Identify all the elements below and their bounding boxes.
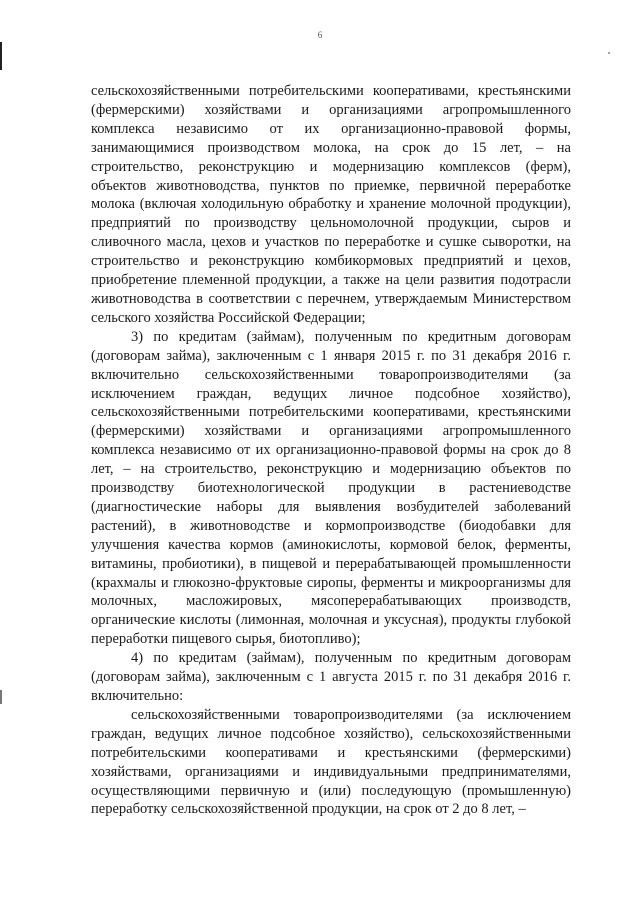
- paragraph-2: 3) по кредитам (займам), полученным по кредитным договорам (договорам займа), заключенным с 1 января 2015 г. по 31 декабря 2016 г. включительно сельскохозяйственными товаропроизводителями (за исключением граждан, ведущих личное подсобное хозяйство), сельскохозяйственными потребительскими кооперативами, крестьянскими (фермерскими) хозяйствами и организациями агропромышленного комплекса независимо от их организационно-правовой формы на срок до 8 лет, – на строительство, реконструкцию и модернизацию объектов по производству биотехнологической продукции в растениеводстве (диагностические наборы для выявления возбудителей заболеваний растений), в животноводстве и кормопроизводстве (биодобавки для улучшения качества кормов (аминокислоты, кормовой белок, ферменты, витамины, пробиотики), в пищевой и перерабатывающей промышленности (крахмалы и глюкозно-фруктовые сиропы, ферменты и микроорганизмы для молочных, масложировых, мясоперерабатывающих производств, органические кислоты (лимонная, молочная и уксусная), продукты глубокой переработки пищевого сырья, биотопливо);: [91, 328, 571, 648]
- page-number: 6: [317, 30, 323, 40]
- scan-edge-mark-bottom: [0, 690, 2, 704]
- document-body: [91, 82, 571, 819]
- paragraph-1: сельскохозяйственными потребительскими кооперативами, крестьянскими (фермерскими) хозяйствами и организациями агропромышленного комплекса независимо от их организационно-правовой формы, занимающимися производством молока, на срок до 15 лет, – на строительство, реконструкцию и модернизацию комплексов (ферм), объектов животноводства, пунктов по приемке, первичной переработке молока (включая холодильную обработку и хранение молочной продукции), предприятий по производству цельномолочной продукции, сыров и сливочного масла, цехов и участков по переработке и сушке сыворотки, на строительство и реконструкцию комбикормовых предприятий и цехов, приобретение племенной продукции, а также на цели развития подотрасли животноводства в соответствии с перечнем, утверждаемым Министерством сельского хозяйства Российской Федерации;: [91, 83, 571, 326]
- paragraph-4: сельскохозяйственными товаропроизводителями (за исключением граждан, ведущих личное подсобное хозяйство), сельскохозяйственными потребительскими кооперативами и крестьянскими (фермерскими) хозяйствами, организациями и индивидуальными предпринимателями, осуществляющими первичную и (или) последующую (промышленную) переработку сельскохозяйственной продукции, на срок от 2 до 8 лет, –: [91, 706, 571, 818]
- scan-edge-mark-top: [0, 42, 2, 70]
- paragraph-3: 4) по кредитам (займам), полученным по кредитным договорам (договорам займа), заключенным с 1 августа 2015 г. по 31 декабря 2016 г. включительно:: [91, 650, 571, 704]
- scan-speck: [608, 52, 610, 54]
